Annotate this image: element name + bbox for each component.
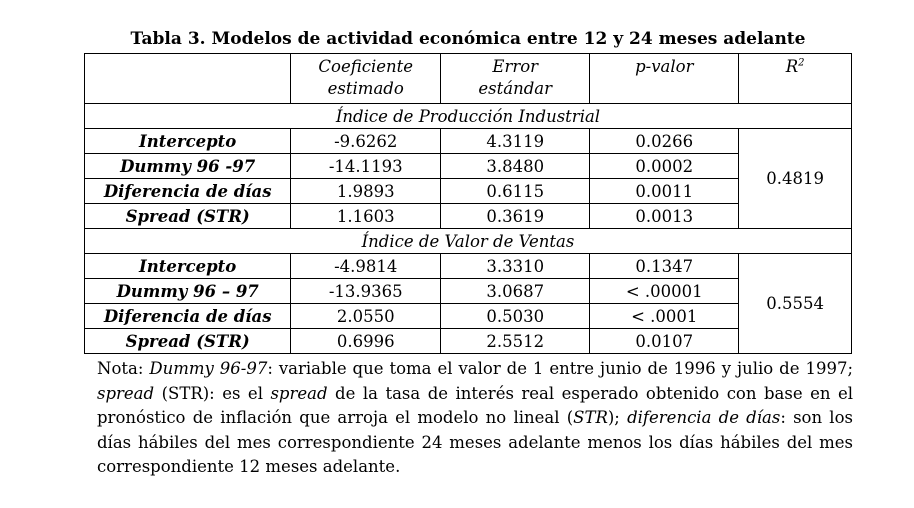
table-row bbox=[85, 254, 852, 279]
note-term: diferencia de días bbox=[627, 408, 781, 427]
section-row bbox=[85, 229, 852, 254]
err-cell: 4.3119 bbox=[441, 129, 590, 154]
header-row bbox=[85, 54, 852, 104]
table-row bbox=[85, 304, 852, 329]
header-empty-cell bbox=[85, 54, 291, 104]
note-term: spread bbox=[270, 383, 328, 403]
note-term: STR bbox=[573, 408, 608, 427]
row-label: Intercepto bbox=[85, 254, 291, 279]
section-title: Índice de Valor de Ventas bbox=[85, 229, 852, 254]
row-label: Dummy 96 – 97 bbox=[85, 279, 291, 304]
table-row bbox=[85, 329, 852, 354]
row-label: Diferencia de días bbox=[85, 304, 291, 329]
table-note bbox=[97, 357, 853, 480]
note-text: : son los días hábiles del mes correspondiente 24 meses adelante menos los días hábiles del mes correspondiente 12 meses adelante. bbox=[97, 408, 853, 476]
table-row bbox=[85, 279, 852, 304]
row-label: Diferencia de días bbox=[85, 179, 291, 204]
table-title: Tabla 3. Modelos de actividad económica entre 12 y 24 meses adelante bbox=[130, 29, 806, 49]
err-cell: 2.5512 bbox=[441, 329, 590, 354]
header-err bbox=[441, 54, 590, 104]
pvalue-cell: < .0001 bbox=[590, 304, 739, 329]
coef-cell: 0.6996 bbox=[291, 329, 441, 354]
header-coef bbox=[291, 54, 441, 104]
err-cell: 0.6115 bbox=[441, 179, 590, 204]
note-text: (STR): es el bbox=[154, 383, 271, 403]
row-label: Dummy 96 -97 bbox=[85, 154, 291, 179]
row-label: Spread (STR) bbox=[85, 329, 291, 354]
results-table bbox=[84, 53, 852, 354]
r2-cell: 0.5554 bbox=[739, 254, 852, 354]
err-cell: 3.0687 bbox=[441, 279, 590, 304]
pvalue-cell: 0.0107 bbox=[590, 329, 739, 354]
coef-cell: -9.6262 bbox=[291, 129, 441, 154]
header-err-line1: Error bbox=[492, 57, 539, 76]
header-coef-line2: estimado bbox=[327, 79, 404, 98]
err-cell: 3.3310 bbox=[441, 254, 590, 279]
coef-cell: 1.9893 bbox=[291, 179, 441, 204]
table-row bbox=[85, 204, 852, 229]
pvalue-cell: 0.0011 bbox=[590, 179, 739, 204]
header-r2-sup: 2 bbox=[798, 57, 805, 69]
header-err-line2: estándar bbox=[478, 79, 553, 98]
note-text: de la tasa de interés real esperado obtenido con base en el pronóstico de inflación que arroja el modelo no lineal ( bbox=[97, 383, 853, 427]
err-cell: 0.5030 bbox=[441, 304, 590, 329]
r2-cell: 0.4819 bbox=[739, 129, 852, 229]
section-row bbox=[85, 104, 852, 129]
header-r2-base: R bbox=[785, 57, 799, 76]
table-row bbox=[85, 129, 852, 154]
pvalue-cell: < .00001 bbox=[590, 279, 739, 304]
row-label: Intercepto bbox=[85, 129, 291, 154]
coef-cell: 2.0550 bbox=[291, 304, 441, 329]
pvalue-cell: 0.1347 bbox=[590, 254, 739, 279]
header-r2 bbox=[739, 54, 852, 104]
note-term: spread bbox=[97, 383, 155, 403]
note-text: ); bbox=[607, 408, 628, 427]
coef-cell: -4.9814 bbox=[291, 254, 441, 279]
table-row bbox=[85, 154, 852, 179]
pvalue-cell: 0.0002 bbox=[590, 154, 739, 179]
pvalue-cell: 0.0013 bbox=[590, 204, 739, 229]
note-text: Nota: bbox=[97, 359, 150, 378]
coef-cell: 1.1603 bbox=[291, 204, 441, 229]
header-pvalor: p-valor bbox=[590, 54, 739, 104]
note-text: : variable que toma el valor de 1 entre junio de 1996 y julio de 1997; bbox=[267, 359, 854, 378]
coef-cell: -14.1193 bbox=[291, 154, 441, 179]
coef-cell: -13.9365 bbox=[291, 279, 441, 304]
note-term: Dummy 96-97 bbox=[149, 359, 268, 378]
err-cell: 3.8480 bbox=[441, 154, 590, 179]
pvalue-cell: 0.0266 bbox=[590, 129, 739, 154]
err-cell: 0.3619 bbox=[441, 204, 590, 229]
table-row bbox=[85, 179, 852, 204]
header-coef-line1: Coeficiente bbox=[318, 57, 414, 76]
section-title: Índice de Producción Industrial bbox=[85, 104, 852, 129]
row-label: Spread (STR) bbox=[85, 204, 291, 229]
